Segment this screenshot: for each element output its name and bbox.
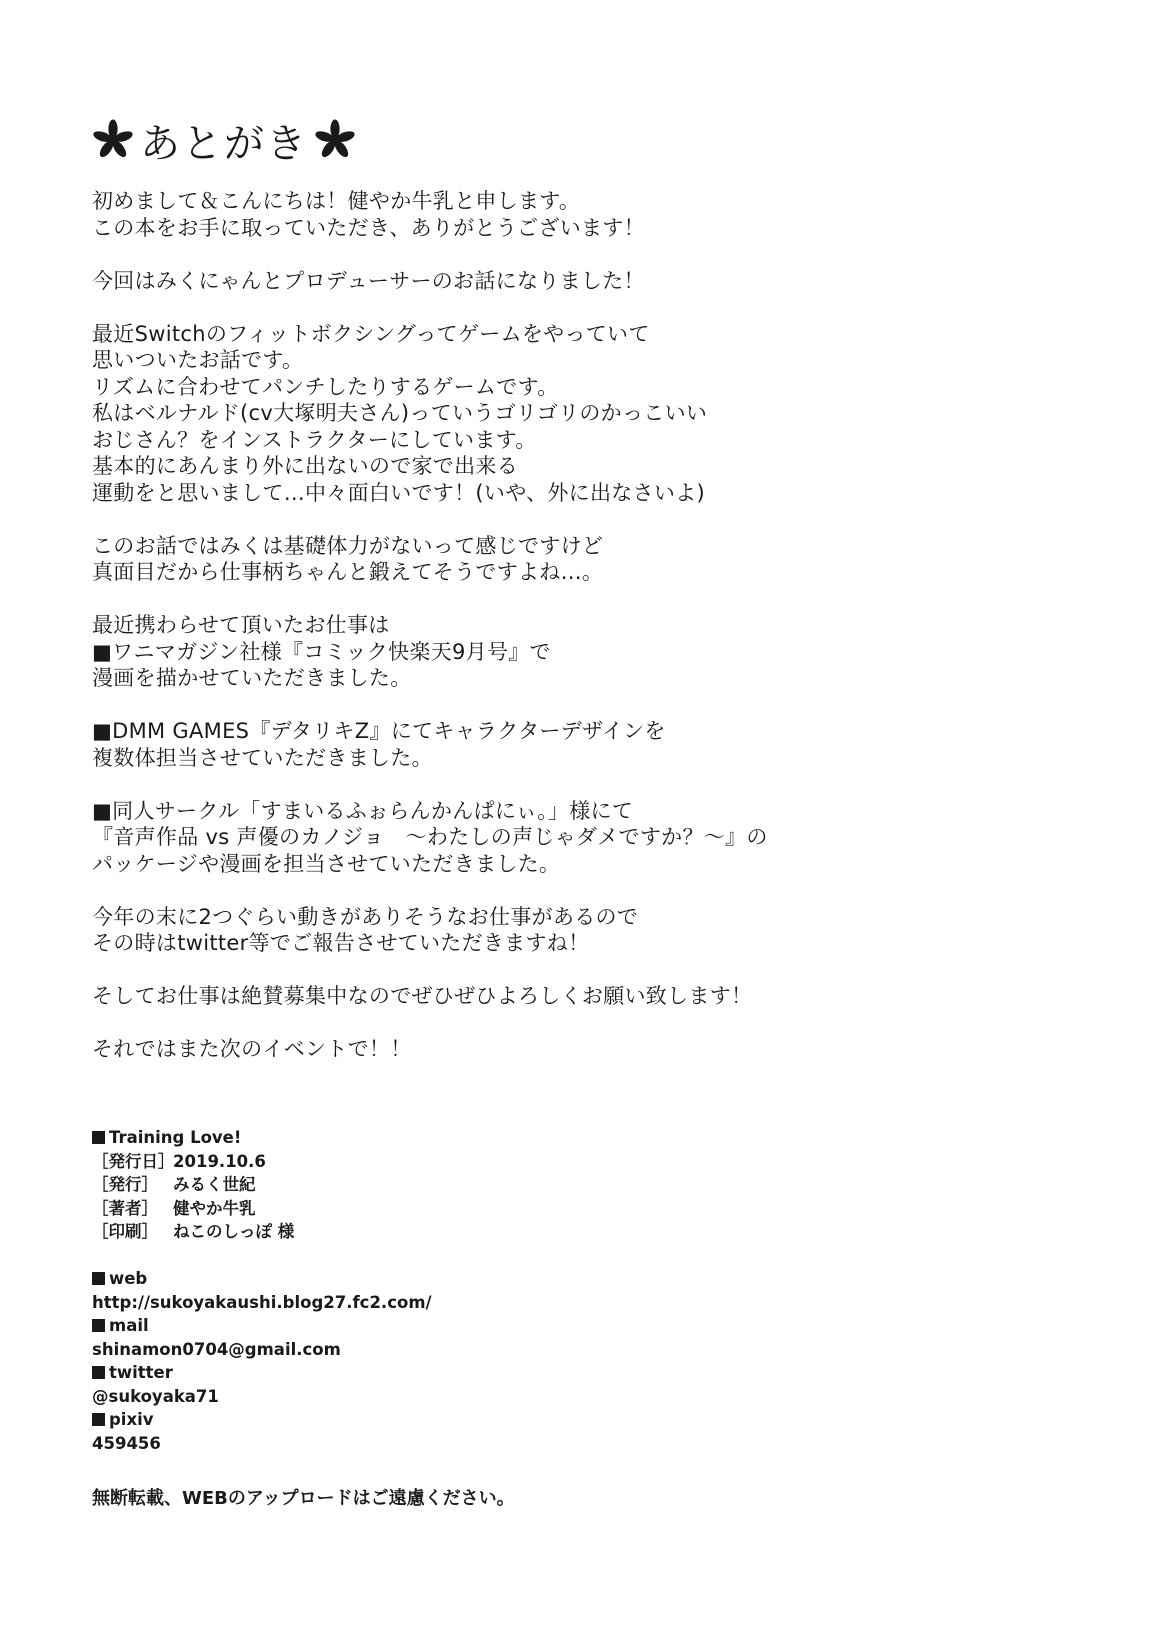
colophon-row (92, 1220, 432, 1244)
paragraph (92, 612, 1092, 692)
paragraph (92, 188, 1092, 241)
colophon-row (92, 1150, 432, 1174)
colophon-value: ねこのしっぽ 様 (173, 1222, 295, 1241)
text-line: 今年の末に2つぐらい動きがありそうなお仕事があるので (92, 904, 639, 929)
text-line: 複数体担当させていただきました。 (92, 745, 433, 770)
text-line: この本をお手に取っていただき、ありがとうございます！ (92, 215, 645, 240)
reprint-notice: 無断転載、WEBのアップロードはご遠慮ください。 (92, 1488, 515, 1509)
text-line: 最近携わらせて頂いたお仕事は (92, 613, 390, 637)
text-line: 思いついたお話です。 (92, 348, 304, 372)
colophon-key: ［著者］ (92, 1198, 158, 1218)
paragraph (92, 533, 1092, 586)
afterword-heading (92, 112, 356, 168)
asterisk-flower-icon (92, 119, 134, 161)
contact-label-text: web (109, 1269, 148, 1288)
contact-label (92, 1314, 432, 1338)
mail-address: shinamon0704@gmail.com (92, 1339, 341, 1359)
text-line: その時はtwitter等でご報告させていただきますね！ (92, 931, 590, 955)
text-line: 私はベルナルド(cv大塚明夫さん)っていうゴリゴリのかっこいい (92, 401, 708, 425)
black-square-icon (92, 1366, 105, 1379)
contact-label-text: pixiv (109, 1410, 154, 1429)
text-line: ■同人サークル「すまいるふぉらんかんぱにぃ。」様にて (92, 798, 634, 823)
afterword-body (92, 188, 1092, 1089)
paragraph (92, 268, 1092, 295)
colophon-value: みるく世紀 (173, 1175, 256, 1194)
text-line: 『音声作品 vs 声優のカノジョ ～わたしの声じゃダメですか？～』の (92, 825, 768, 849)
black-square-icon (92, 1272, 105, 1285)
text-line: 基本的にあんまり外に出ないので家で出来る (92, 454, 518, 478)
contact-label-text: mail (109, 1316, 149, 1335)
colophon-key: ［発行日］ (92, 1151, 175, 1171)
text-line: ■DMM GAMES『デタリキZ』にてキャラクターデザインを (92, 719, 666, 743)
text-line: それではまた次のイベントで！！ (92, 1037, 412, 1061)
colophon-value: 2019.10.6 (173, 1151, 266, 1171)
text-line: リズムに合わせてパンチしたりするゲームです。 (92, 374, 559, 399)
colophon-key: ［発行］ (92, 1175, 158, 1194)
colophon-title (92, 1126, 432, 1150)
colophon-key: ［印刷］ (92, 1222, 158, 1241)
pixiv-id: 459456 (92, 1433, 161, 1453)
black-square-icon (92, 1131, 105, 1144)
paragraph (92, 904, 1092, 957)
text-line: おじさん？をインストラクターにしています。 (92, 427, 537, 452)
text-line: パッケージや漫画を担当させていただきました。 (92, 851, 561, 876)
text-line: 運動をと思いまして…中々面白いです！(いや、外に出なさいよ) (92, 480, 705, 505)
paragraph (92, 718, 1092, 771)
paragraph (92, 1036, 1092, 1063)
text-line: 漫画を描かせていただきました。 (92, 666, 412, 690)
text-line: 真面目だから仕事柄ちゃんと鍛えてそうですよね…。 (92, 560, 604, 584)
book-title: Training Love! (109, 1128, 242, 1147)
paragraph (92, 798, 1092, 878)
text-line: そしてお仕事は絶賛募集中なのでぜひぜひよろしくお願い致します！ (92, 984, 753, 1008)
black-square-icon (92, 1319, 105, 1332)
asterisk-flower-icon (314, 119, 356, 161)
colophon-row (92, 1173, 432, 1197)
contact-label (92, 1361, 432, 1385)
colophon-value: 健やか牛乳 (173, 1198, 256, 1218)
text-line: 最近Switchのフィットボクシングってゲームをやっていて (92, 321, 650, 346)
web-url: http://sukoyakaushi.blog27.fc2.com/ (92, 1292, 432, 1312)
contact-label-text: twitter (109, 1363, 173, 1382)
black-square-icon (92, 1413, 105, 1426)
page-title: あとがき (140, 120, 308, 167)
text-line: このお話ではみくは基礎体力がないって感じですけど (92, 533, 604, 558)
spacer (92, 1244, 432, 1268)
paragraph (92, 983, 1092, 1010)
paragraph (92, 321, 1092, 507)
contact-label (92, 1408, 432, 1432)
colophon-row (92, 1197, 432, 1221)
text-line: 今回はみくにゃんとプロデューサーのお話になりました！ (92, 268, 645, 293)
twitter-handle: @sukoyaka71 (92, 1386, 219, 1406)
contact-label (92, 1267, 432, 1291)
colophon (92, 1126, 432, 1455)
text-line: 初めまして＆こんにちは！健やか牛乳と申します。 (92, 189, 581, 213)
text-line: ■ワニマガジン社様『コミック快楽天9月号』で (92, 639, 551, 664)
